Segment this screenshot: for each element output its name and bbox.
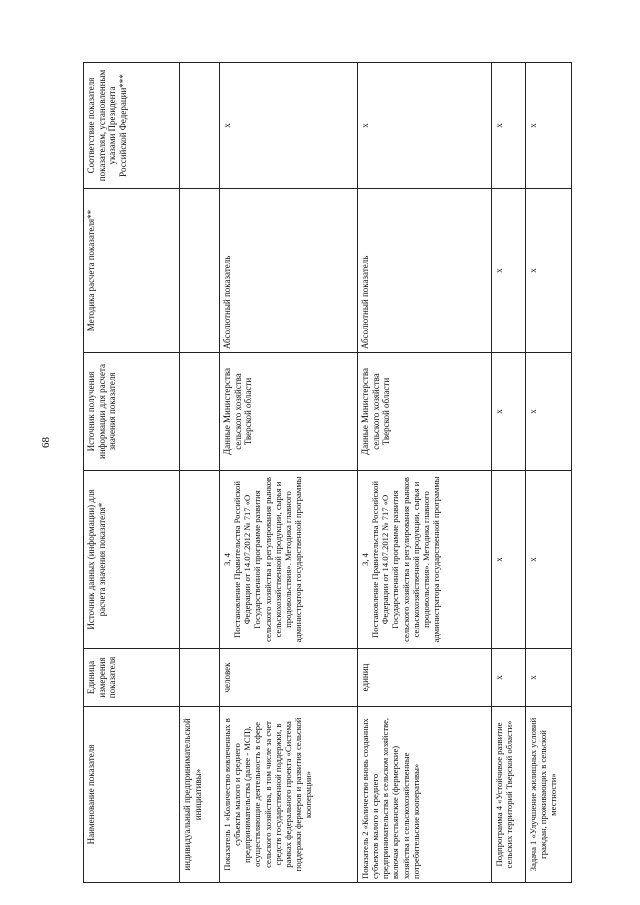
table-row (526, 63, 572, 883)
table-row (492, 63, 526, 883)
row-origin: х (492, 353, 526, 471)
row-match: х (526, 63, 572, 189)
row-method: Абсолютный показатель (220, 189, 358, 353)
row-unit: х (492, 649, 526, 707)
row-name: Подпрограмма 4 «Устойчивое развитие сельских территорий Тверской области» (492, 707, 526, 883)
table-row (180, 63, 220, 883)
source-text: Постановление Правительства Российской Федерации от 14.07.2012 № 717 «О Государственной программе развития сельского хозяйства и регулирования рынков сельскохозяйственной продукции, сырья и продовольствия». Методика главного администратора государственной программы (370, 476, 441, 643)
header-method: Методика расчета показателя** (84, 189, 180, 353)
row-origin: Данные Министерства сельского хозяйства Тверской области (220, 353, 358, 471)
row-unit: единиц (358, 649, 492, 707)
empty-cell (180, 189, 220, 353)
source-text: Постановление Правительства Российской Федерации от 14.07.2012 № 717 «О Государственной программе развития сельского хозяйства и регулирования рынков сельскохозяйственной продукции, сырья и продовольствия». Методика главного администратора государственной программы (232, 476, 303, 643)
row-method: х (492, 189, 526, 353)
source-number: 3, 4 (222, 553, 232, 566)
header-name: Наименование показателя (84, 707, 180, 883)
row-origin: Данные Министерства сельского хозяйства Тверской области (358, 353, 492, 471)
row-match: х (220, 63, 358, 189)
row-match: х (492, 63, 526, 189)
row-source (358, 471, 492, 649)
header-origin: Источник получения информации для расчета значения показателя (84, 353, 180, 471)
row-name: Задача 1 «Улучшение жилищных условий граждан, проживающих в сельской местности» (526, 707, 572, 883)
row-source: х (492, 471, 526, 649)
header-unit: Единица измерения показателя (84, 649, 180, 707)
row-method: Абсолютный показатель (358, 189, 492, 353)
table-header-row (84, 63, 180, 883)
source-number: 3, 4 (360, 553, 370, 566)
empty-cell (180, 63, 220, 189)
header-source: Источник данных (информации) для расчета значения показателя* (84, 471, 180, 649)
table-row (358, 63, 492, 883)
header-match: Соответствие показателя показателям, установленным указами Президента Российской Федерации*** (84, 63, 180, 189)
empty-cell (180, 471, 220, 649)
table-row (220, 63, 358, 883)
row-name: Показатель 2 «Количество вновь созданных субъектов малого и среднего предпринимательства в сельском хозяйстве, включая крестьянские (фермерские) хозяйства и сельскохозяйственные потребительские кооперативы» (358, 707, 492, 883)
row-name: Показатель 1 «Количество вовлеченных в субъекты малого и среднего предпринимательства (далее - МСП), осуществляющие деятельность в сфере сельского хозяйства, в том числе за счет средств государственной поддержки, в рамках федерального проекта «Система поддержки фермеров и развития сельской кооперации» (220, 707, 358, 883)
row-origin: х (526, 353, 572, 471)
empty-cell (180, 649, 220, 707)
row-match: х (358, 63, 492, 189)
row-unit: х (526, 649, 572, 707)
row-method: х (526, 189, 572, 353)
row-source (220, 471, 358, 649)
page-number: 68 (40, 437, 52, 448)
indicators-table (83, 62, 572, 883)
continuation-cell: индивидуальный предпринимательской инициативы» (180, 707, 220, 883)
row-source: х (526, 471, 572, 649)
row-unit: человек (220, 649, 358, 707)
rotated-table-wrapper (83, 63, 559, 883)
empty-cell (180, 353, 220, 471)
